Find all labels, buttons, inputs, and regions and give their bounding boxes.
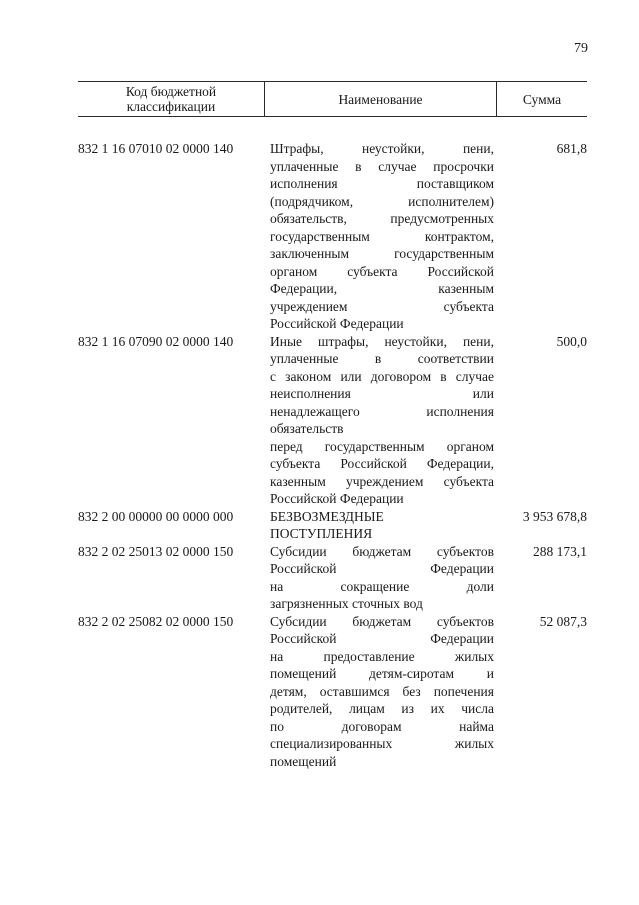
revenue-item-name-line: государственным контрактом, xyxy=(270,228,494,244)
table-header-bottom-border xyxy=(78,116,587,117)
revenue-item-name-line: неисполнения или xyxy=(270,386,494,401)
revenue-item-name-line: с законом или договором в случае xyxy=(270,368,494,384)
table-row xyxy=(78,333,587,508)
revenue-item-name xyxy=(270,333,494,508)
table-row xyxy=(78,613,587,771)
revenue-item-name-line: по договорам найма xyxy=(270,718,494,734)
revenue-item-name-line: казенным учреждением субъекта xyxy=(270,473,494,489)
header-amount-column: Сумма xyxy=(522,91,562,107)
header-code-column xyxy=(78,82,264,116)
revenue-item-name xyxy=(270,140,494,333)
revenue-item-name-line: уплаченные в случае просрочки xyxy=(270,158,494,174)
table-row xyxy=(78,508,587,543)
amount-value: 288 173,1 xyxy=(533,543,587,559)
revenue-item-name-line: обязательств xyxy=(270,421,344,436)
amount-value: 52 087,3 xyxy=(539,613,587,629)
amount-value: 500,0 xyxy=(556,333,587,349)
revenue-item-name-line: специализированных жилых xyxy=(270,736,494,751)
revenue-item-name-line: Российской Федерации xyxy=(270,561,494,576)
revenue-item-name-line: Иные штрафы, неустойки, пени, xyxy=(270,333,494,349)
header-code-label-line2: классификации xyxy=(126,99,216,114)
revenue-item-name-line: (подрядчиком, исполнителем) xyxy=(270,193,494,209)
amount-value: 681,8 xyxy=(556,141,587,156)
table-row xyxy=(78,140,587,333)
budget-classification-code: 832 2 02 25013 02 0000 150 xyxy=(78,543,234,559)
revenue-item-name-line: Штрафы, неустойки, пени, xyxy=(270,141,494,156)
header-name-column: Наименование xyxy=(338,91,423,107)
revenue-item-name-line: Субсидии бюджетам субъектов xyxy=(270,613,494,629)
budget-table-body xyxy=(78,140,587,770)
revenue-item-name-line: ПОСТУПЛЕНИЯ xyxy=(270,526,373,541)
revenue-item-name-line: помещений xyxy=(270,753,337,769)
revenue-item-name xyxy=(270,508,494,543)
revenue-item-name-line: помещений детям-сиротам и xyxy=(270,666,494,681)
revenue-item-name-line: на предоставление жилых xyxy=(270,648,494,664)
revenue-item-name-line: субъекта Российской Федерации, xyxy=(270,456,494,471)
revenue-item-name-line: заключенным государственным xyxy=(270,246,494,261)
revenue-item-name-line: БЕЗВОЗМЕЗДНЫЕ xyxy=(270,508,384,524)
revenue-item-name-line: органом субъекта Российской xyxy=(270,263,494,279)
revenue-item-name-line: учреждением субъекта xyxy=(270,298,494,314)
budget-classification-code: 832 1 16 07010 02 0000 140 xyxy=(78,141,234,156)
revenue-item-name-line: родителей, лицам из их числа xyxy=(270,701,494,716)
revenue-item-name-line: детям, оставшимся без попечения xyxy=(270,683,494,699)
revenue-item-name-line: на сокращение доли xyxy=(270,578,494,594)
revenue-item-name xyxy=(270,543,494,613)
revenue-item-name-line: ненадлежащего исполнения xyxy=(270,403,494,419)
page-number: 79 xyxy=(574,41,588,56)
revenue-item-name-line: Российской Федерации xyxy=(270,631,494,646)
revenue-item-name-line: загрязненных сточных вод xyxy=(270,596,423,611)
revenue-item-name-line: обязательств, предусмотренных xyxy=(270,211,494,226)
amount-value: 3 953 678,8 xyxy=(522,508,587,524)
revenue-item-name-line: Субсидии бюджетам субъектов xyxy=(270,543,494,559)
budget-classification-code: 832 1 16 07090 02 0000 140 xyxy=(78,333,234,349)
revenue-item-name-line: Российской Федерации xyxy=(270,316,404,331)
revenue-item-name-line: исполнения поставщиком xyxy=(270,176,494,191)
revenue-item-name-line: Федерации, казенным xyxy=(270,281,494,296)
budget-classification-code: 832 2 00 00000 00 0000 000 xyxy=(78,508,234,524)
header-code-label-line1: Код бюджетной xyxy=(125,84,217,99)
revenue-item-name-line: Российской Федерации xyxy=(270,491,404,506)
revenue-item-name-line: перед государственным органом xyxy=(270,438,494,454)
revenue-item-name-line: уплаченные в соответствии xyxy=(270,351,494,366)
budget-classification-code: 832 2 02 25082 02 0000 150 xyxy=(78,613,234,629)
table-row xyxy=(78,543,587,613)
revenue-item-name xyxy=(270,613,494,771)
